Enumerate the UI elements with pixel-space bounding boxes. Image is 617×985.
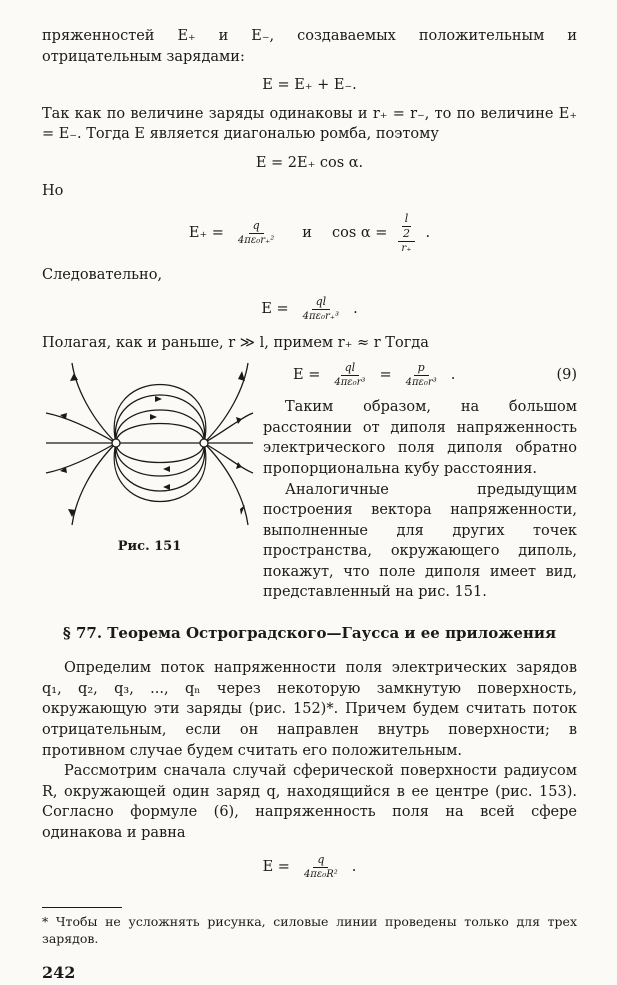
eq3-fraction xyxy=(234,219,278,247)
positive-charge xyxy=(112,439,120,447)
eq6-end: . xyxy=(351,859,357,876)
arrow-12 xyxy=(236,462,242,469)
eq3-lhs: E₊ = xyxy=(188,225,224,241)
eq3-cos-fraction xyxy=(397,212,415,255)
eq3-cos-numerator xyxy=(398,212,416,242)
equation-1: E = E₊ + E₋. xyxy=(262,77,357,94)
figure-block xyxy=(42,359,577,603)
eq3-denominator: 4πε₀r₊² xyxy=(237,235,275,247)
left-line-lower xyxy=(46,443,116,473)
eq3-cos-denominator: r₊ xyxy=(401,242,412,254)
paragraph-4: Следовательно, xyxy=(42,266,163,283)
page-number: 242 xyxy=(42,962,76,982)
footnote: * Чтобы не усложнять рисунка, силовые линии проведены только для трех зарядов. xyxy=(42,914,577,947)
paragraph-7: Рассмотрим сначала случай сферической поверхности радиусом R, окружающей один заряд q, находящийся в ее центре (рис. 153). Согласно формуле (6), напряженность поля на всей сфере одинакова и равна xyxy=(42,763,577,841)
paragraph-6: Определим поток напряженности поля электрических зарядов q₁, q₂, q₃, ..., qₙ через некоторую замкнутую поверхность, окружающую эти заряды (рис. 152)*. Причем будем считать поток отрицательным, если он направлен внутрь поверхности; в противном случае будем считать его положительным. xyxy=(42,660,577,759)
equation-3 xyxy=(42,212,577,255)
eq5-equals: = xyxy=(379,367,392,384)
equation-2: E = 2E₊ cos α. xyxy=(255,154,364,171)
equation-4 xyxy=(42,295,577,323)
paragraph-2: Так как по величине заряды одинаковы и r₊ = r₋, то по величине E₊ = E₋. Тогда E является диагональю ромба, поэтому xyxy=(42,105,577,143)
eq4-end: . xyxy=(353,300,358,317)
side-paragraph-1: Таким образом, на большом расстоянии от диполя напряженность электрического поля диполя обратно пропорциональна кубу расстояния. xyxy=(263,399,577,477)
eq5-numerator-1: ql xyxy=(341,361,360,376)
arrow-11 xyxy=(236,417,242,424)
eq6-denominator: 4πε₀R² xyxy=(303,869,338,881)
eq6-lhs: E = xyxy=(262,859,290,876)
eq3-cos-num-bottom: 2 xyxy=(402,226,410,240)
eq3-cos-num-top: l xyxy=(402,212,412,227)
eq5-denominator-2: 4πε₀r³ xyxy=(405,377,437,389)
section-title: § 77. Теорема Остроградского—Гаусса и ее приложения xyxy=(62,623,557,642)
arrow-3 xyxy=(163,466,170,472)
arrow-5 xyxy=(70,373,78,381)
right-line-upper xyxy=(204,413,253,443)
eq4-denominator: 4πε₀r₊³ xyxy=(302,310,340,322)
eq4-fraction xyxy=(299,295,343,323)
eq4-numerator: ql xyxy=(312,295,331,310)
eq6-numerator: q xyxy=(313,853,328,868)
equation-6 xyxy=(42,853,577,881)
eq3-cos-lhs: cos α = xyxy=(331,225,388,241)
dipole-field-diagram xyxy=(42,359,257,527)
eq3-numerator: q xyxy=(249,219,264,234)
arrow-9 xyxy=(238,371,245,381)
eq5-fraction-1 xyxy=(330,361,369,389)
equation-5 xyxy=(293,361,577,389)
paragraph-1: пряженностей E₊ и E₋, создаваемых положительным и отрицательным зарядами: xyxy=(42,28,577,65)
figure-151 xyxy=(42,359,257,603)
eq3-end: . xyxy=(425,225,431,241)
negative-charge xyxy=(200,439,208,447)
side-paragraph-2: Аналогичные предыдущим построения вектора напряженности, выполненные для других точек пространства, окружающего диполь, покажут, что поле диполя имеет вид, представленный на рис. 151. xyxy=(263,481,577,601)
equation-number: (9) xyxy=(556,367,577,384)
eq6-fraction xyxy=(300,853,342,881)
eq5-denominator-1: 4πε₀r³ xyxy=(334,377,366,389)
footnote-rule xyxy=(42,907,122,908)
eq3-conjunction: и xyxy=(302,225,312,241)
arrow-4 xyxy=(163,484,170,490)
eq5-lhs: E = xyxy=(293,367,321,384)
eq5-numerator-2: p xyxy=(414,361,429,376)
paragraph-5: Полагая, как и раньше, r ≫ l, примем r₊ ≈ r Тогда xyxy=(42,334,429,351)
eq5-end: . xyxy=(450,367,456,384)
paragraph-3: Но xyxy=(42,183,64,200)
arrow-1 xyxy=(150,414,157,420)
side-text xyxy=(263,359,577,603)
eq4-lhs: E = xyxy=(261,300,289,317)
eq5-fraction-2 xyxy=(402,361,441,389)
figure-caption: Рис. 151 xyxy=(117,539,182,555)
page xyxy=(42,26,577,985)
arrow-2 xyxy=(155,396,162,402)
right-line-lower xyxy=(204,443,253,473)
left-line-upper xyxy=(46,413,116,443)
